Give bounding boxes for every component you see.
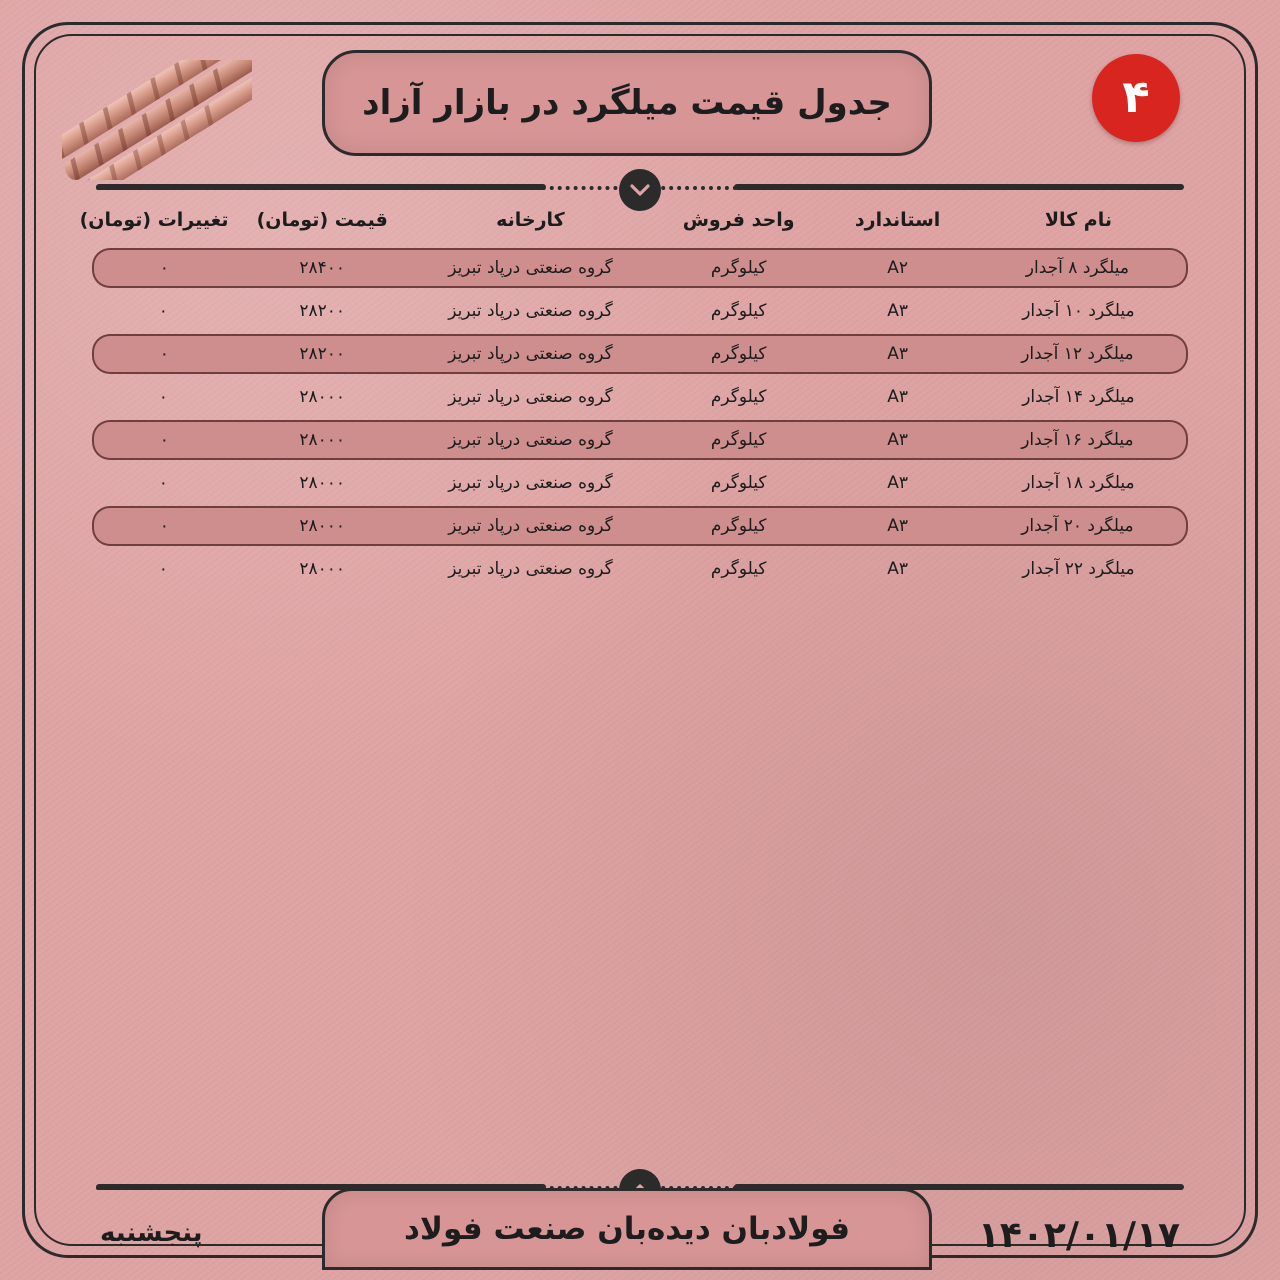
page-title: جدول قیمت میلگرد در بازار آزاد — [362, 83, 892, 123]
cell-standard: A۳ — [826, 420, 968, 460]
table-row — [92, 248, 1188, 288]
cell-standard: A۳ — [887, 387, 908, 407]
cell-unit: کیلوگرم — [710, 301, 767, 321]
cell-name: میلگرد ۲۲ آجدار — [1022, 559, 1135, 579]
footer-brand-plate — [322, 1188, 932, 1270]
cell-change: ۰ — [92, 506, 235, 546]
cell-standard: A۳ — [826, 506, 968, 546]
cell-change: ۰ — [92, 334, 235, 374]
cell-change: ۰ — [92, 420, 235, 460]
cell-change: ۰ — [92, 248, 235, 288]
column-header-name: نام کالا — [1044, 209, 1112, 231]
cell-factory: گروه صنعتی درپاد تبریز — [410, 506, 651, 546]
cell-price: ۲۸۲۰۰ — [235, 334, 410, 374]
cell-standard: A۳ — [887, 301, 908, 321]
table-row — [92, 463, 1188, 503]
cell-name: میلگرد ۱۸ آجدار — [1022, 473, 1135, 493]
cell-price: ۲۸۰۰۰ — [299, 559, 346, 579]
footer-brand: فولادبان دیده‌بان صنعت فولاد — [404, 1211, 850, 1247]
table-head — [79, 201, 1188, 245]
column-header-standard: استاندارد — [854, 209, 941, 231]
cell-price: ۲۸۰۰۰ — [235, 420, 410, 460]
table-header-row — [92, 201, 1188, 245]
footer-date: ۱۴۰۲/۰۱/۱۷ — [977, 1215, 1180, 1256]
cell-unit: کیلوگرم — [651, 420, 826, 460]
cell-price: ۲۸۲۰۰ — [299, 301, 346, 321]
page-footer — [0, 1184, 1280, 1270]
table-row — [92, 377, 1188, 417]
table-row — [92, 506, 1188, 546]
page-header — [0, 44, 1280, 154]
cell-standard: A۳ — [826, 334, 968, 374]
cell-unit: کیلوگرم — [651, 248, 826, 288]
cell-unit: کیلوگرم — [710, 473, 767, 493]
footer-weekday: پنجشنبه — [100, 1218, 203, 1248]
column-header-change: تغییرات (تومان) — [79, 209, 229, 231]
cell-change: ۰ — [158, 301, 168, 321]
cell-price: ۲۸۰۰۰ — [299, 473, 346, 493]
cell-name: میلگرد ۱۲ آجدار — [969, 334, 1188, 374]
cell-change: ۰ — [158, 559, 168, 579]
cell-name: میلگرد ۱۴ آجدار — [1022, 387, 1135, 407]
table-row — [92, 549, 1188, 589]
price-table — [79, 198, 1188, 592]
cell-standard: A۳ — [887, 473, 908, 493]
top-divider — [96, 178, 1184, 200]
cell-price: ۲۸۰۰۰ — [299, 387, 346, 407]
cell-change: ۰ — [158, 387, 168, 407]
logo-text: ۴ — [1122, 69, 1150, 123]
rebar-bars-icon — [62, 60, 252, 180]
cell-standard: A۳ — [887, 559, 908, 579]
cell-name: میلگرد ۱۰ آجدار — [1022, 301, 1135, 321]
cell-change: ۰ — [158, 473, 168, 493]
table-body — [92, 248, 1188, 589]
column-header-unit: واحد فروش — [682, 209, 795, 231]
cell-factory: گروه صنعتی درپاد تبریز — [410, 248, 651, 288]
table-row — [92, 420, 1188, 460]
cell-factory: گروه صنعتی درپاد تبریز — [410, 334, 651, 374]
cell-unit: کیلوگرم — [651, 506, 826, 546]
table-row — [92, 334, 1188, 374]
cell-standard: A۲ — [826, 248, 968, 288]
column-header-price: قیمت (تومان) — [256, 209, 388, 231]
top-divider-bar-right — [734, 184, 1184, 190]
title-plate — [322, 50, 932, 156]
top-divider-bar-left — [96, 184, 546, 190]
cell-unit: کیلوگرم — [651, 334, 826, 374]
column-header-factory: کارخانه — [496, 209, 565, 231]
cell-price: ۲۸۰۰۰ — [235, 506, 410, 546]
price-table-wrapper — [79, 198, 1188, 592]
cell-unit: کیلوگرم — [710, 559, 767, 579]
cell-name: میلگرد ۱۶ آجدار — [969, 420, 1188, 460]
cell-name: میلگرد ۸ آجدار — [969, 248, 1188, 288]
cell-factory: گروه صنعتی درپاد تبریز — [448, 301, 613, 321]
cell-factory: گروه صنعتی درپاد تبریز — [410, 420, 651, 460]
logo-badge — [1092, 54, 1180, 142]
cell-price: ۲۸۴۰۰ — [235, 248, 410, 288]
cell-name: میلگرد ۲۰ آجدار — [969, 506, 1188, 546]
cell-factory: گروه صنعتی درپاد تبریز — [448, 473, 613, 493]
cell-unit: کیلوگرم — [710, 387, 767, 407]
cell-factory: گروه صنعتی درپاد تبریز — [448, 387, 613, 407]
cell-factory: گروه صنعتی درپاد تبریز — [448, 559, 613, 579]
table-row — [92, 291, 1188, 331]
